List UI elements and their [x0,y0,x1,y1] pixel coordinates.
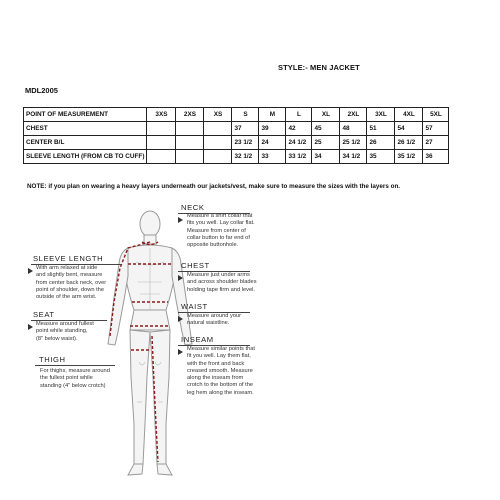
table-cell: 36 [423,150,449,164]
thigh-title: THIGH [39,355,66,364]
inseam-title: INSEAM [181,335,214,344]
header-label: POINT OF MEASUREMENT [24,108,147,122]
thigh-divider [35,365,115,366]
table-cell: 26 1/2 [395,136,423,150]
thigh-instructions: For thighs, measure around the fullest point while standing (4" below crotch) [40,368,110,389]
table-cell [176,122,204,136]
size-header: XL [312,108,340,122]
size-header: 5XL [423,108,449,122]
table-cell: 23 1/2 [232,136,259,150]
table-row [24,150,449,164]
table-cell: 48 [340,122,367,136]
seat-title: SEAT [33,310,55,319]
style-title: STYLE:- MEN JACKET [278,63,360,72]
size-header: 3XL [367,108,395,122]
table-cell: 33 1/2 [286,150,312,164]
chest-bullet-icon [178,275,183,281]
seat-bullet-icon [28,324,33,330]
layering-note: NOTE: if you plan on wearing a heavy layers underneath our jackets/vest, make sure to measure the sizes with the layers on. [27,183,401,190]
table-cell [176,136,204,150]
row-label: CENTER B/L [24,136,147,150]
table-cell [147,136,176,150]
table-cell: 24 1/2 [286,136,312,150]
waist-instructions: Measure around your natural waistline. [187,313,242,327]
table-cell: 37 [232,122,259,136]
neck-instructions: Measure a shirt collar that fits you well. Lay collar flat. Measure from center of collar button to far end of opposite buttonhole. [187,213,255,249]
waist-bullet-icon [178,316,183,322]
row-label: CHEST [24,122,147,136]
table-cell: 45 [312,122,340,136]
size-header: L [286,108,312,122]
neck-title: NECK [181,203,205,212]
model-number: MDL2005 [25,86,58,95]
neck-bullet-icon [178,217,183,223]
table-cell: 54 [395,122,423,136]
size-header: XS [204,108,232,122]
size-chart-table [23,107,449,164]
table-cell [147,150,176,164]
table-row [24,122,449,136]
table-row [24,136,449,150]
table-cell: 24 [259,136,286,150]
table-cell [204,136,232,150]
inseam-bullet-icon [178,349,183,355]
sleeve-length-instructions: With arm relaxed at side and slightly bent, measure from center back neck, over point of shoulder, down the outside of the arm wrist. [36,265,107,301]
row-label: SLEEVE LENGTH (FROM CB TO CUFF) [24,150,147,164]
chest-instructions: Measure just under arms and across shoulder blades holding tape firm and level. [187,272,257,293]
table-cell: 26 [367,136,395,150]
table-cell [204,122,232,136]
inseam-instructions: Measure similar points that fit you well. Lay them flat, with the front and back creased smooth. Measure along the inseam from crotch to the bottom of the leg hem along the inseam. [187,346,255,396]
sleeve-bullet-icon [28,268,33,274]
table-cell: 27 [423,136,449,150]
table-cell: 35 1/2 [395,150,423,164]
table-cell: 34 [312,150,340,164]
table-cell: 39 [259,122,286,136]
table-cell: 34 1/2 [340,150,367,164]
waist-title: WAIST [181,302,208,311]
table-header-row [24,108,449,122]
size-header: M [259,108,286,122]
chest-title: CHEST [181,261,210,270]
size-header: 3XS [147,108,176,122]
table-cell: 35 [367,150,395,164]
table-cell: 32 1/2 [232,150,259,164]
size-header: S [232,108,259,122]
size-header: 2XL [340,108,367,122]
table-cell: 25 1/2 [340,136,367,150]
size-header: 2XS [176,108,204,122]
table-cell [147,122,176,136]
table-cell: 25 [312,136,340,150]
table-cell: 57 [423,122,449,136]
table-cell: 42 [286,122,312,136]
table-cell: 51 [367,122,395,136]
table-cell [176,150,204,164]
size-header: 4XL [395,108,423,122]
sleeve-length-title: SLEEVE LENGTH [33,254,104,263]
table-cell [204,150,232,164]
seat-instructions: Measure around fullest point while standing, (8" below waist). [36,321,94,342]
table-cell: 33 [259,150,286,164]
